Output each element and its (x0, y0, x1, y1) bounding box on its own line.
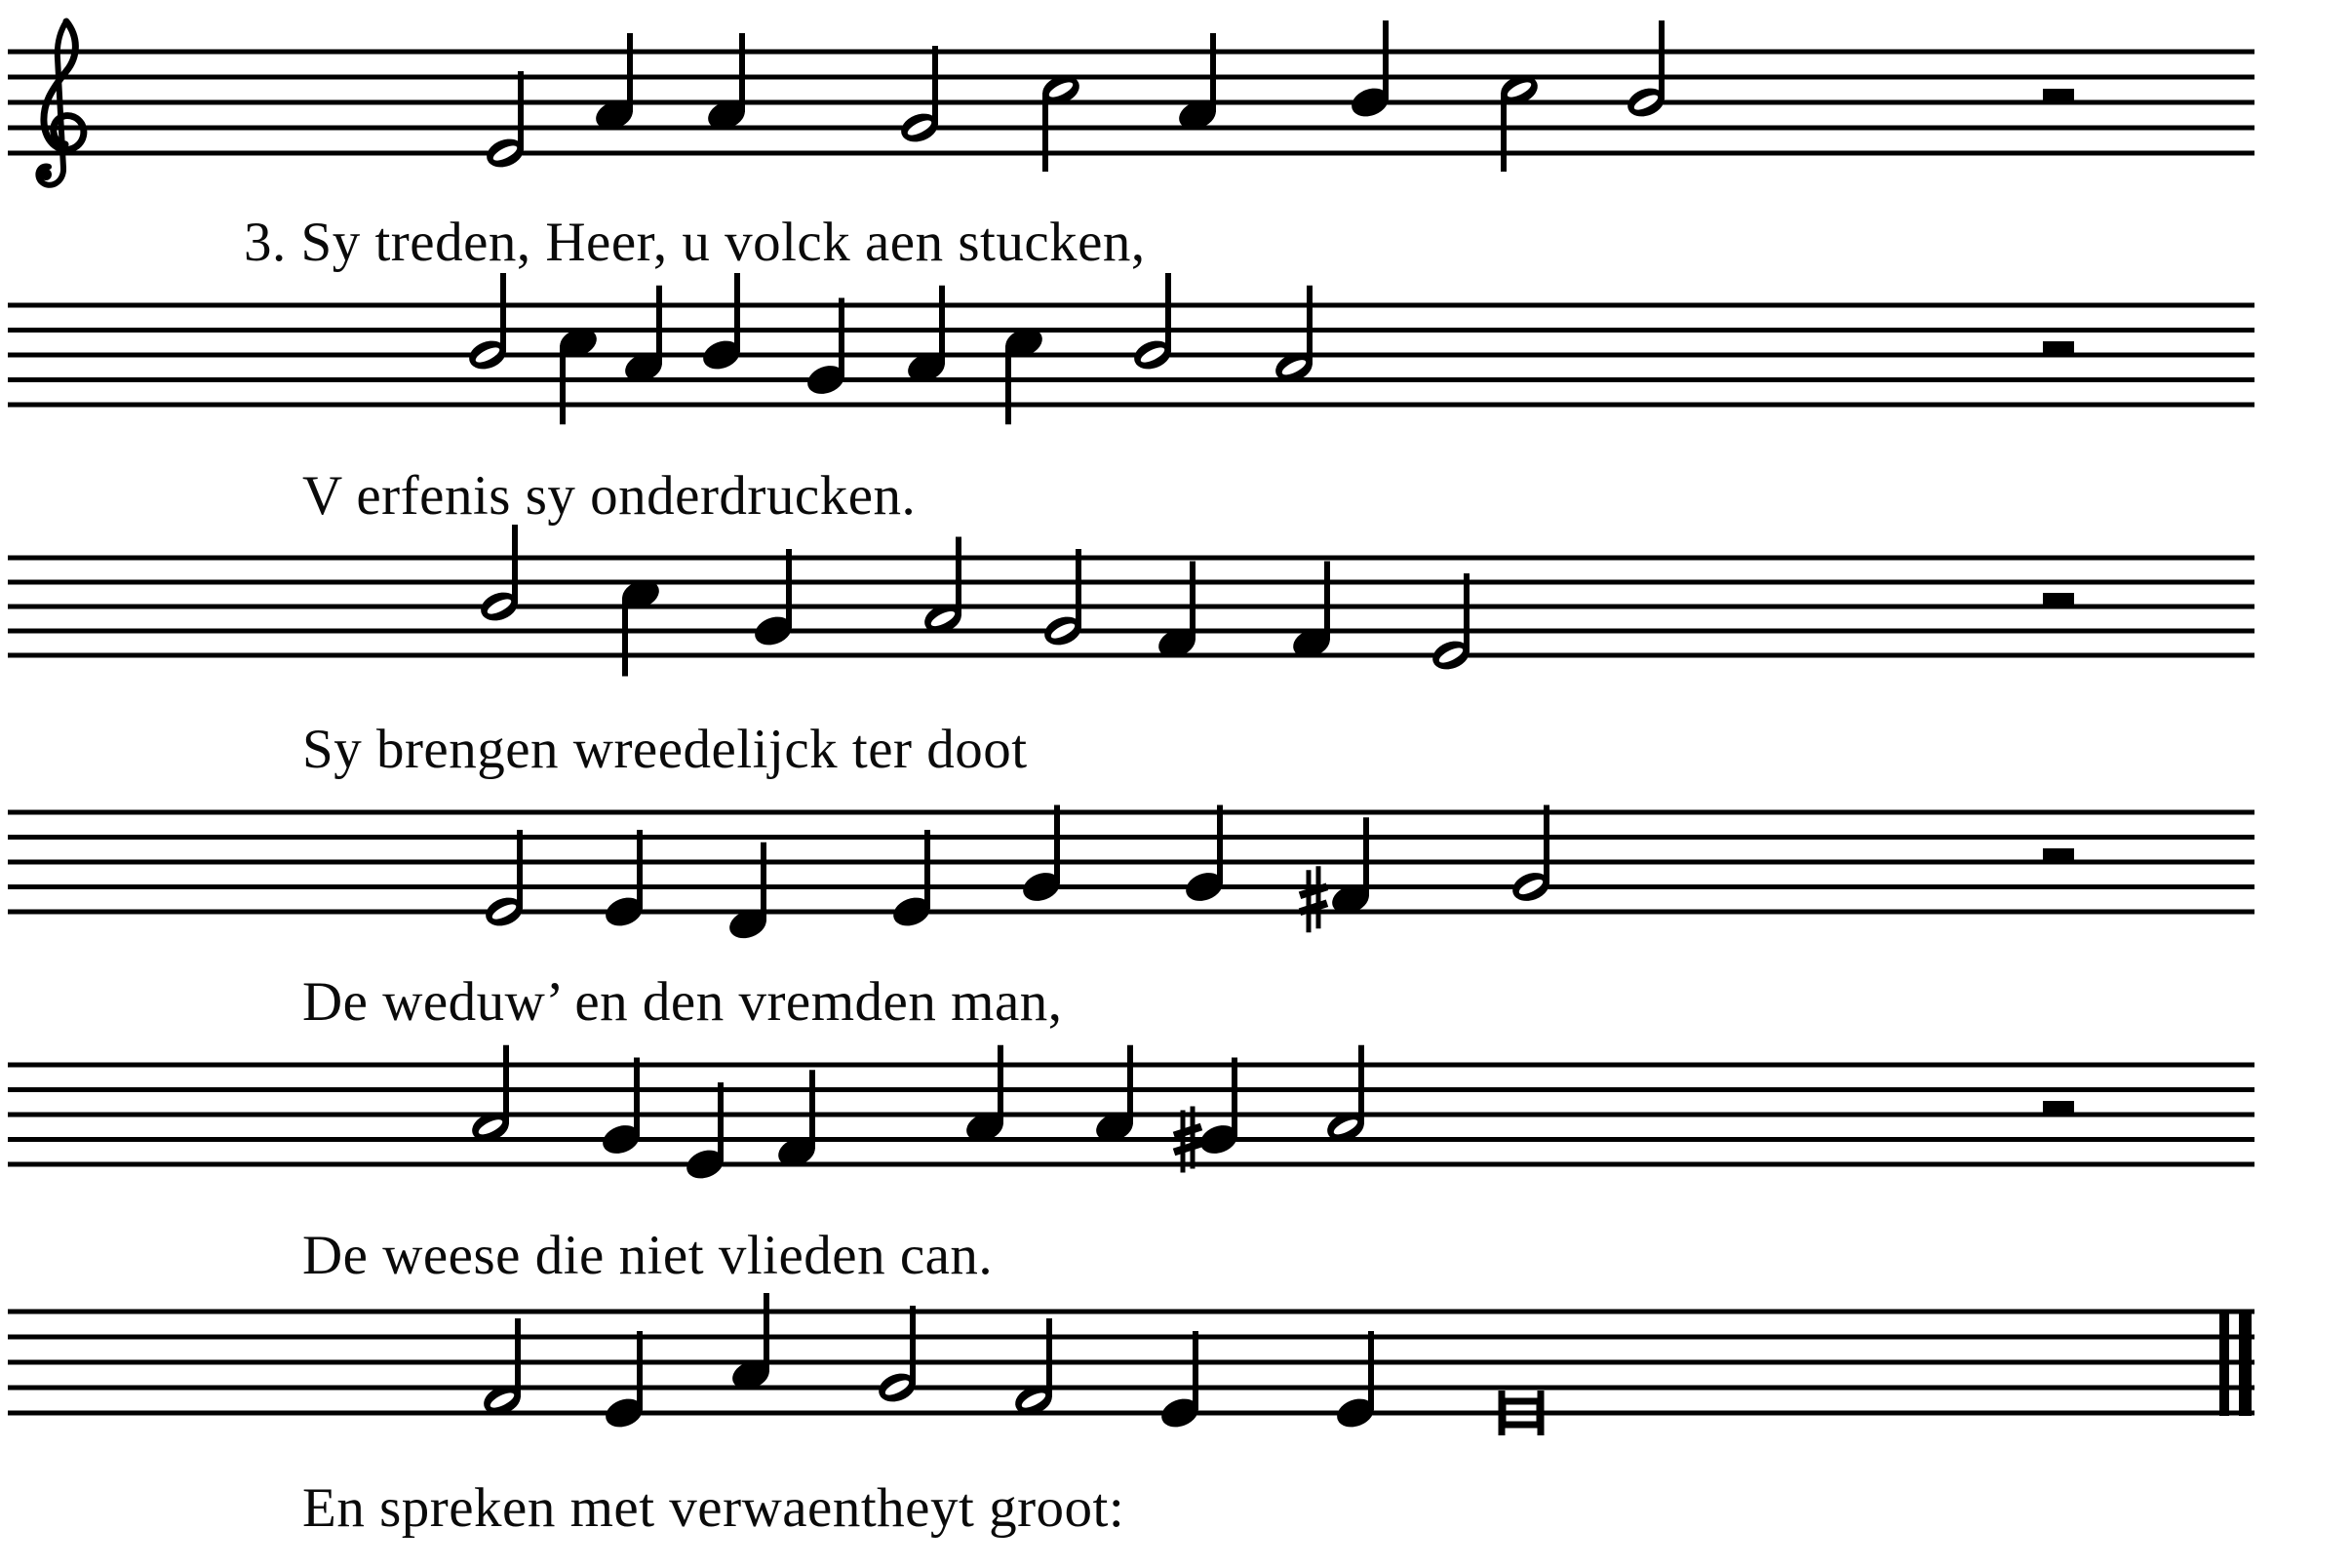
note-a4 (1323, 1045, 1368, 1147)
note-e4 (1333, 1331, 1378, 1432)
note-g4 (875, 1306, 920, 1407)
half-rest (2043, 1101, 2074, 1115)
note-a4 (468, 1045, 513, 1147)
staff-5 (8, 1045, 2254, 1184)
note-c5 (556, 324, 601, 425)
sharp-icon (1300, 866, 1327, 932)
note-e4 (602, 830, 647, 931)
lyric-line-5: De weese die niet vlieden can. (302, 1225, 994, 1286)
note-f4 (774, 1070, 819, 1171)
note-b4 (477, 525, 522, 626)
note-f4 (1289, 562, 1334, 663)
note-f4 (480, 1318, 525, 1420)
note-b4 (1130, 273, 1175, 374)
note-g4 (897, 46, 942, 147)
note-g4 (1182, 805, 1227, 907)
note-f4 (1011, 1318, 1056, 1420)
note-g4 (599, 1058, 644, 1159)
note-f#4 (1300, 817, 1373, 932)
staff-2 (8, 273, 2254, 424)
note-a4 (962, 1045, 1007, 1147)
half-rest (2043, 89, 2074, 102)
note-a4 (592, 33, 637, 135)
note-a4 (1092, 1045, 1137, 1147)
lyric-line-4: De weduw’ en den vremden man, (302, 971, 1063, 1033)
note-a4 (728, 1293, 773, 1394)
note-b4 (1624, 20, 1668, 122)
half-rest (2043, 848, 2074, 862)
note-e4 (483, 71, 528, 173)
note-b4 (465, 273, 510, 374)
lyric-line-1: 3. Sy treden, Heer, u volck aen stucken, (244, 212, 1146, 273)
note-c5 (618, 575, 663, 677)
note-e4 (482, 830, 527, 931)
note-a4 (904, 286, 949, 387)
note-g4 (1040, 549, 1085, 650)
note-d4 (725, 843, 770, 944)
note-a4 (621, 286, 666, 387)
note-e4 (1157, 1331, 1202, 1432)
note-c5 (1039, 70, 1083, 172)
half-rest (2043, 593, 2074, 607)
note-a4 (1272, 286, 1316, 387)
note-g4 (804, 298, 848, 400)
note-e4 (602, 1331, 647, 1432)
note-b4 (699, 273, 744, 374)
lyric-line-2: V erfenis sy onderdrucken. (302, 465, 917, 527)
final-barline-thin (2219, 1310, 2229, 1416)
half-rest (2043, 341, 2074, 355)
note-a4 (1175, 33, 1220, 135)
final-barline-thick (2239, 1310, 2252, 1416)
note-b4 (1348, 20, 1392, 122)
note-c5 (1001, 324, 1046, 425)
note-e4 (1429, 573, 1473, 675)
note-c5 (1497, 70, 1542, 172)
lyric-line-6: En spreken met verwaentheyt groot: (302, 1477, 1125, 1539)
staff-6 (8, 1293, 2254, 1435)
note-g4 (1509, 805, 1553, 907)
note-f4 (1155, 562, 1199, 663)
staff-3 (8, 525, 2254, 677)
note-e4 (683, 1082, 727, 1184)
note-a4 (921, 537, 965, 639)
lyric-line-3: Sy brengen wreedelijck ter doot (302, 719, 1028, 780)
note-g4 (751, 549, 796, 650)
note-g4 (1019, 805, 1064, 907)
note-e4 (889, 830, 934, 931)
staff-1 (8, 20, 2254, 185)
note-a4 (704, 33, 749, 135)
staff-4 (8, 805, 2254, 944)
